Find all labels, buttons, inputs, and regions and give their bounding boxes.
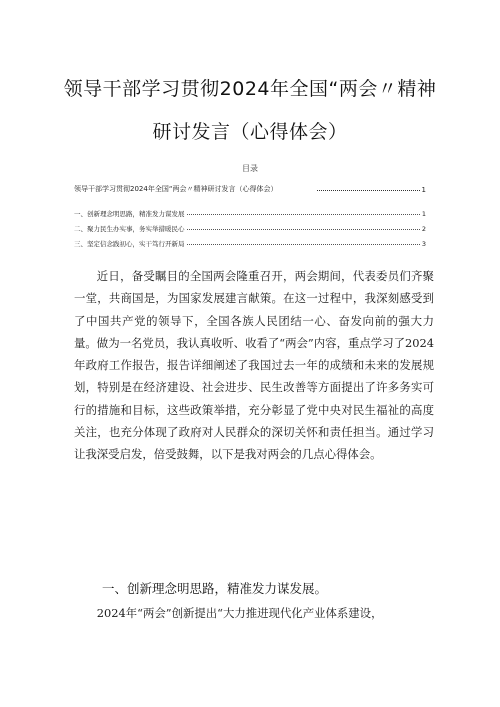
- toc-entry-page: 1: [421, 186, 426, 194]
- toc-entry[interactable]: [74, 221, 426, 233]
- toc-entry-label: 一、创新理念明思路，精准发力谋发展: [74, 210, 185, 218]
- document-title-line2: 研讨发言（心得体会）: [152, 121, 348, 143]
- toc-leader-dots: [317, 189, 419, 191]
- toc-entry-page: 3: [421, 240, 426, 248]
- toc-entry-label: 三、坚定信念践初心，实干笃行开新局: [74, 240, 185, 248]
- toc-leader-dots: [187, 213, 420, 215]
- toc-entry-label: 二、聚力民生办实事，务实举措暖民心: [74, 225, 185, 233]
- toc-entry[interactable]: [74, 236, 426, 248]
- toc-entry[interactable]: [74, 182, 426, 194]
- toc-heading: 目录: [242, 164, 258, 173]
- toc-entry-page: 1: [421, 210, 426, 218]
- body-paragraph: 近日，备受瞩目的全国两会隆重召开，两会期间，代表委员们齐聚一堂，共商国是，为国家发展建言献策。在这一过程中，我深刻感受到了中国共产党的领导下，全国各族人民团结一心、奋发向前的强大力量。做为一名党员，我认真收听、收看了“两会”内容，重点学习了2024年政府工作报告，报告详细阐述了我国过去一年的成绩和未来的发展规划，特别是在经济建设、社会进步、民生改善等方面提出了许多务实可行的措施和目标，这些政策举措，充分彰显了党中央对民生福祉的高度关注，也充分体现了政府对人民群众的深切关怀和责任担当。通过学习让我深受启发，倍受鼓舞，以下是我对两会的几点心得体会。: [74, 269, 434, 462]
- body-paragraph: 2024年“两会”创新提出“大力推进现代化产业体系建设，: [96, 606, 383, 620]
- toc-entry-page: 2: [421, 225, 426, 233]
- toc-entry[interactable]: [74, 206, 426, 218]
- toc-leader-dots: [187, 243, 420, 245]
- document-title-line1: 领导干部学习贯彻2024年全国“两会〃精神: [63, 78, 437, 100]
- toc-entry-label: 领导干部学习贯彻2024年全国“两会〃精神研讨发言（心得体会）: [74, 185, 278, 193]
- section-heading: 一、创新理念明思路，精准发力谋发展。: [102, 581, 328, 596]
- toc-leader-dots: [187, 228, 420, 230]
